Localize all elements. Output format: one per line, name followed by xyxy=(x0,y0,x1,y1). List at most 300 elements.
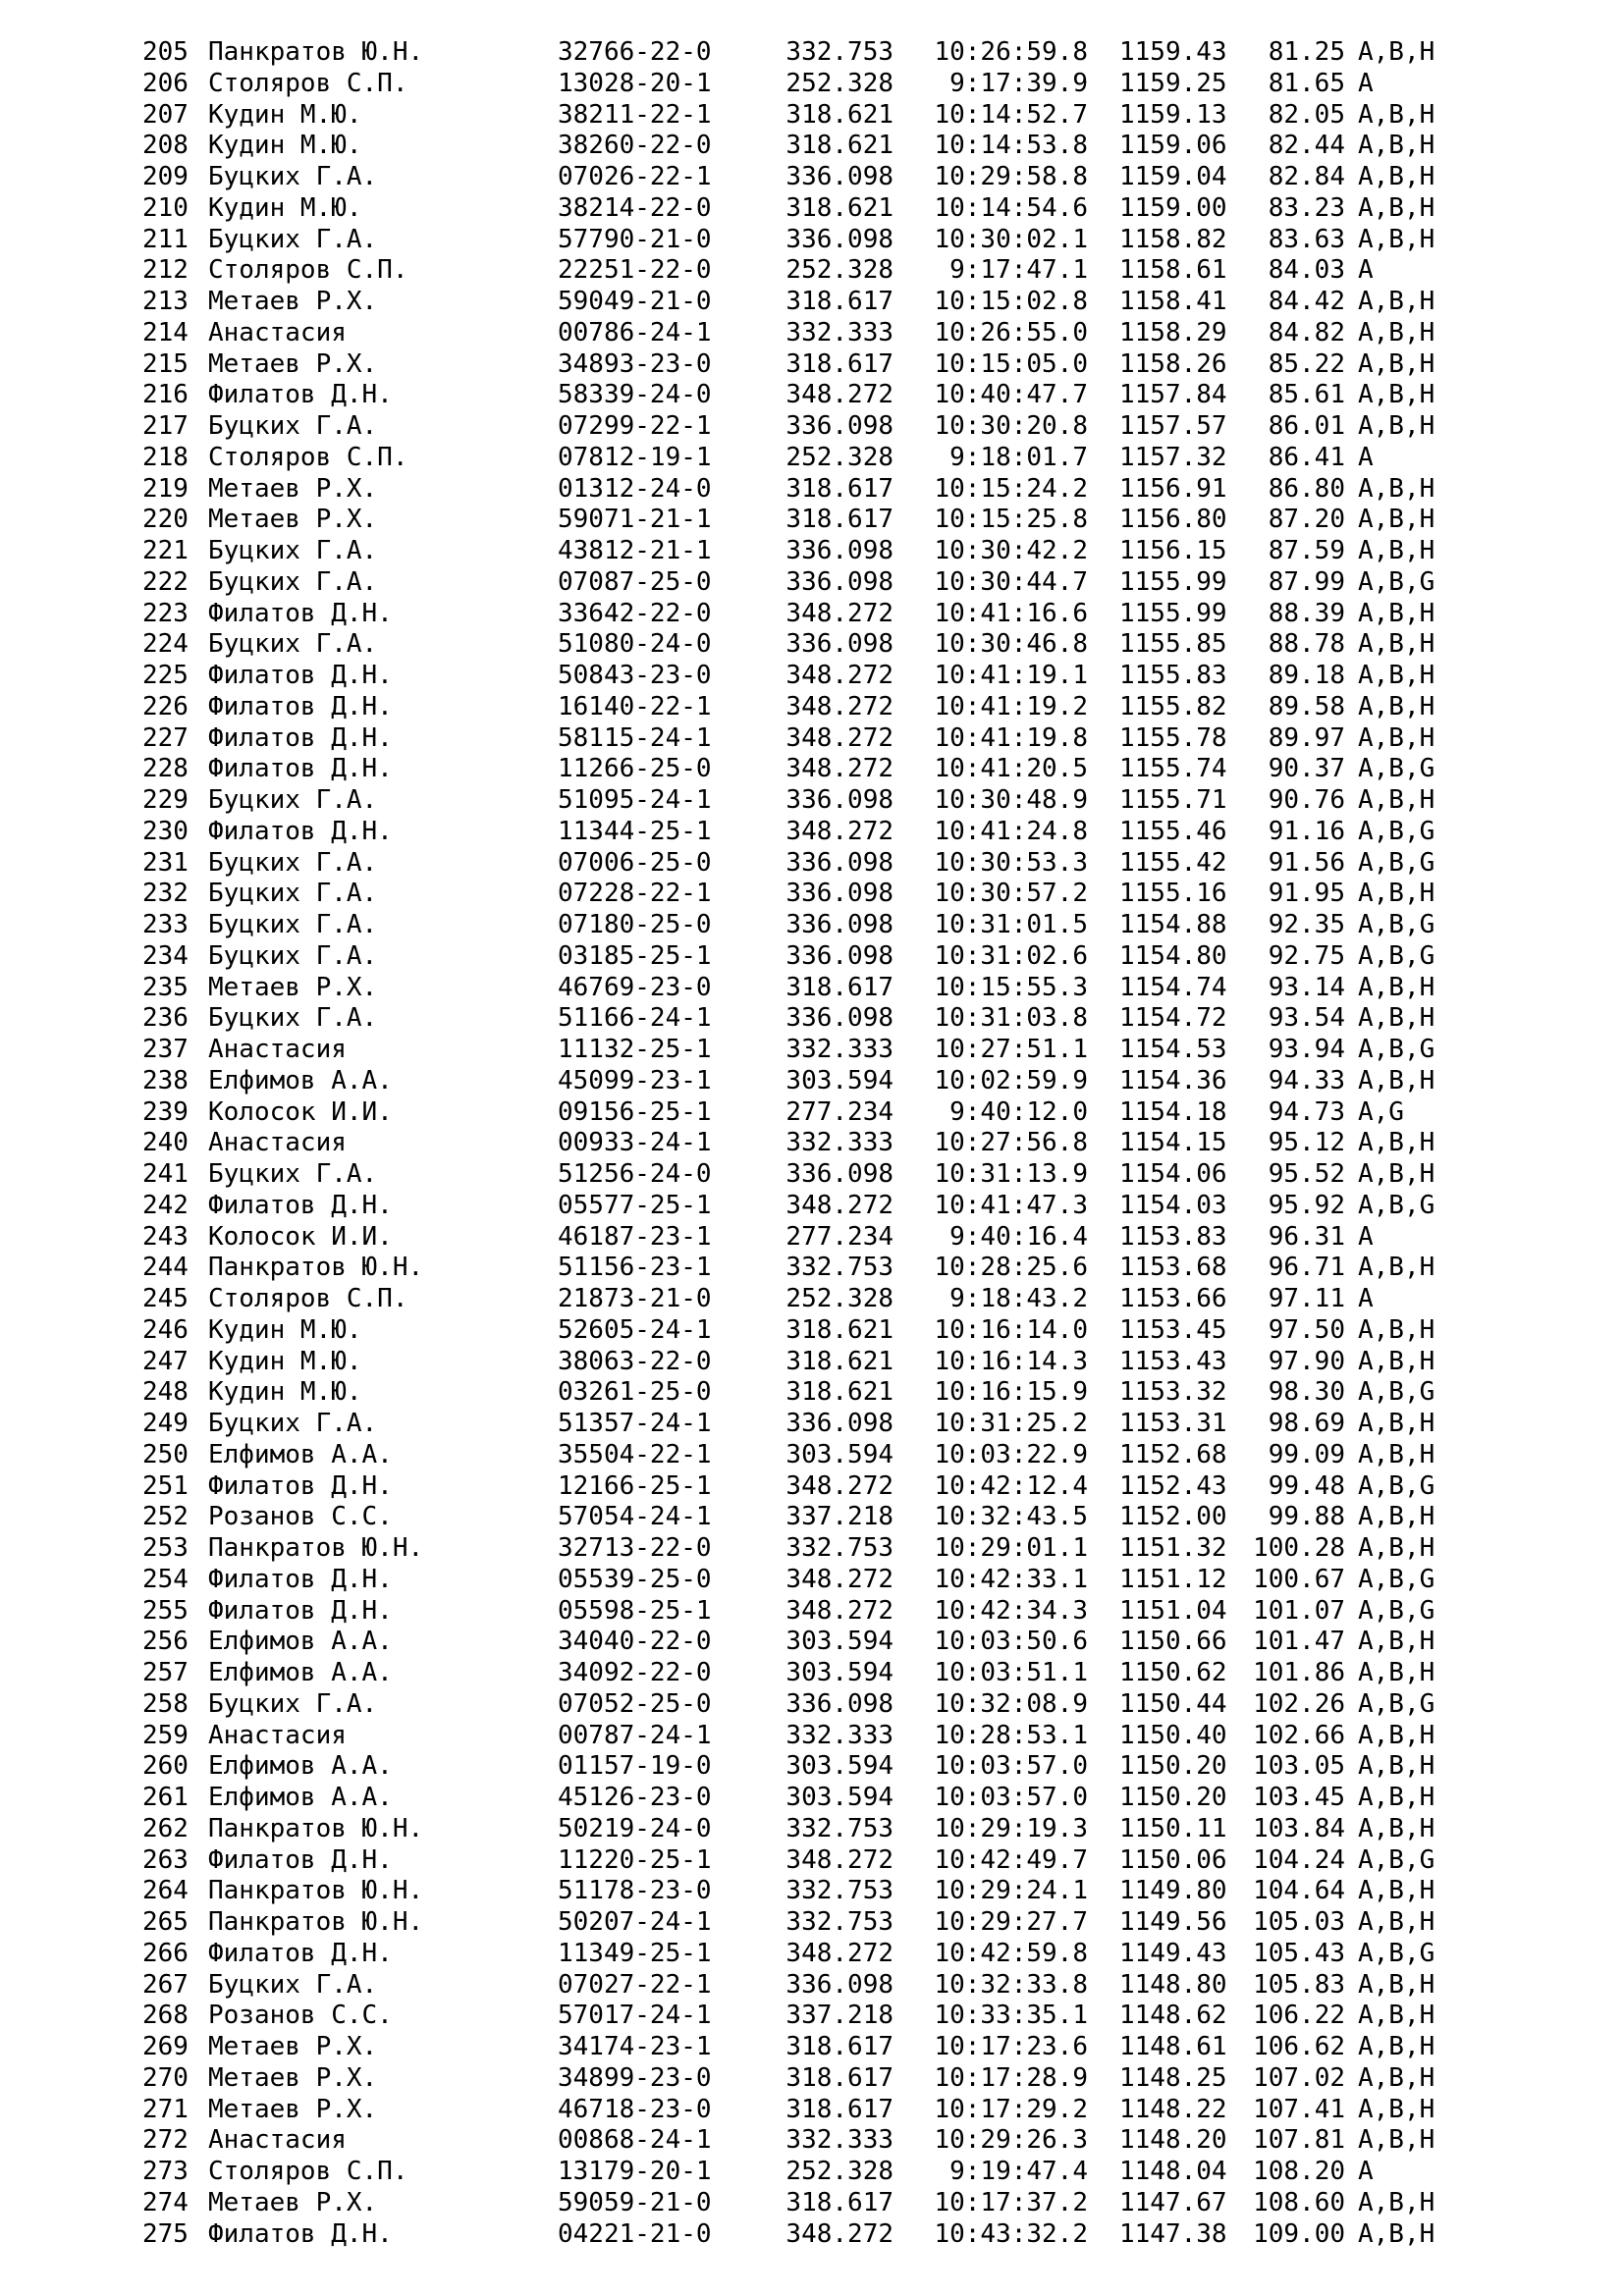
category-flags: A,B,H xyxy=(1358,1409,1435,1438)
ring-number: 38214-22-0 xyxy=(558,192,712,223)
table-row xyxy=(0,972,1624,1003)
speed-value: 1152.43 xyxy=(1119,1470,1227,1501)
distance-value: 336.098 xyxy=(785,1409,893,1438)
coefficient-value: 99.09 xyxy=(1268,1439,1345,1469)
speed-value: 1150.11 xyxy=(1119,1813,1227,1843)
category-flags: A,B,H xyxy=(1358,1907,1435,1937)
owner-name: Буцких Г.А. xyxy=(208,224,378,254)
ring-number: 50219-24-0 xyxy=(558,1813,712,1843)
category-flags: A,B,H xyxy=(1358,411,1435,441)
owner-name: Буцких Г.А. xyxy=(208,785,378,815)
distance-value: 336.098 xyxy=(785,536,893,565)
place-number: 216 xyxy=(142,380,189,410)
coefficient-value: 90.37 xyxy=(1268,754,1345,784)
place-number: 265 xyxy=(142,1907,189,1937)
speed-value: 1152.68 xyxy=(1119,1439,1227,1469)
place-number: 243 xyxy=(142,1221,189,1252)
coefficient-value: 87.59 xyxy=(1268,536,1345,565)
category-flags: A,B,H xyxy=(1358,2218,1435,2249)
owner-name: Филатов Д.Н. xyxy=(208,598,393,628)
ring-number: 34040-22-0 xyxy=(558,1627,712,1657)
ring-number: 07299-22-1 xyxy=(558,411,712,441)
distance-value: 348.272 xyxy=(785,1190,893,1220)
category-flags: A,B,H xyxy=(1358,1658,1435,1687)
owner-name: Метаев Р.Х. xyxy=(208,2062,378,2093)
coefficient-value: 99.48 xyxy=(1268,1470,1345,1501)
table-row xyxy=(0,722,1624,754)
distance-value: 336.098 xyxy=(785,847,893,878)
ring-number: 00787-24-1 xyxy=(558,1720,712,1750)
ring-number: 11220-25-1 xyxy=(558,1844,712,1875)
table-row xyxy=(0,2124,1624,2156)
category-flags: A,B,H xyxy=(1358,2125,1435,2156)
place-number: 230 xyxy=(142,816,189,846)
ring-number: 45126-23-0 xyxy=(558,1783,712,1812)
owner-name: Филатов Д.Н. xyxy=(208,1190,393,1220)
ring-number: 07228-22-1 xyxy=(558,879,712,909)
arrival-time: 10:03:22.9 xyxy=(934,1439,1088,1469)
speed-value: 1148.80 xyxy=(1119,1969,1227,2000)
distance-value: 348.272 xyxy=(785,598,893,628)
ring-number: 04221-21-0 xyxy=(558,2218,712,2249)
table-row xyxy=(0,1969,1624,2001)
ring-number: 38260-22-0 xyxy=(558,131,712,161)
coefficient-value: 106.22 xyxy=(1253,2001,1345,2031)
owner-name: Столяров С.П. xyxy=(208,68,408,98)
speed-value: 1148.62 xyxy=(1119,2001,1227,2031)
owner-name: Столяров С.П. xyxy=(208,1284,408,1313)
ring-number: 50207-24-1 xyxy=(558,1907,712,1937)
coefficient-value: 96.71 xyxy=(1268,1253,1345,1283)
arrival-time: 10:29:58.8 xyxy=(934,162,1088,191)
category-flags: A,B,H xyxy=(1358,224,1435,254)
owner-name: Филатов Д.Н. xyxy=(208,1844,393,1875)
arrival-time: 10:29:26.3 xyxy=(934,2125,1088,2156)
category-flags: A,B,G xyxy=(1358,1035,1435,1064)
owner-name: Метаев Р.Х. xyxy=(208,972,378,1002)
distance-value: 348.272 xyxy=(785,380,893,410)
arrival-time: 10:17:29.2 xyxy=(934,2094,1088,2124)
arrival-time: 10:32:33.8 xyxy=(934,1969,1088,2000)
owner-name: Столяров С.П. xyxy=(208,442,408,472)
distance-value: 318.617 xyxy=(785,505,893,535)
coefficient-value: 83.23 xyxy=(1268,192,1345,223)
table-row xyxy=(0,1906,1624,1938)
arrival-time: 10:26:55.0 xyxy=(934,317,1088,347)
place-number: 208 xyxy=(142,131,189,161)
arrival-time: 10:17:23.6 xyxy=(934,2032,1088,2061)
table-row xyxy=(0,691,1624,722)
coefficient-value: 103.05 xyxy=(1253,1751,1345,1782)
ring-number: 32766-22-0 xyxy=(558,37,712,67)
speed-value: 1155.42 xyxy=(1119,847,1227,878)
arrival-time: 9:18:43.2 xyxy=(949,1284,1088,1313)
category-flags: A,B,H xyxy=(1358,1253,1435,1283)
owner-name: Филатов Д.Н. xyxy=(208,661,393,690)
owner-name: Кудин М.Ю. xyxy=(208,1377,362,1408)
distance-value: 348.272 xyxy=(785,691,893,721)
speed-value: 1157.84 xyxy=(1119,380,1227,410)
table-row xyxy=(0,1096,1624,1128)
coefficient-value: 83.63 xyxy=(1268,224,1345,254)
ring-number: 52605-24-1 xyxy=(558,1314,712,1345)
ring-number: 34174-23-1 xyxy=(558,2032,712,2061)
category-flags: A,B,H xyxy=(1358,1969,1435,2000)
place-number: 272 xyxy=(142,2125,189,2156)
ring-number: 59071-21-1 xyxy=(558,505,712,535)
table-row xyxy=(0,1439,1624,1470)
distance-value: 348.272 xyxy=(785,1595,893,1626)
ring-number: 22251-22-0 xyxy=(558,255,712,286)
ring-number: 07026-22-1 xyxy=(558,162,712,191)
distance-value: 303.594 xyxy=(785,1658,893,1687)
place-number: 260 xyxy=(142,1751,189,1782)
table-row xyxy=(0,598,1624,629)
speed-value: 1154.88 xyxy=(1119,910,1227,939)
category-flags: A,B,H xyxy=(1358,1720,1435,1750)
coefficient-value: 105.83 xyxy=(1253,1969,1345,2000)
table-row xyxy=(0,1190,1624,1221)
category-flags: A,B,H xyxy=(1358,691,1435,721)
place-number: 261 xyxy=(142,1783,189,1812)
owner-name: Филатов Д.Н. xyxy=(208,722,393,753)
distance-value: 348.272 xyxy=(785,2218,893,2249)
category-flags: A,B,H xyxy=(1358,473,1435,504)
owner-name: Кудин М.Ю. xyxy=(208,1346,362,1376)
speed-value: 1154.36 xyxy=(1119,1065,1227,1095)
distance-value: 252.328 xyxy=(785,1284,893,1313)
category-flags: A,B,H xyxy=(1358,192,1435,223)
place-number: 241 xyxy=(142,1159,189,1189)
arrival-time: 10:31:02.6 xyxy=(934,940,1088,971)
owner-name: Филатов Д.Н. xyxy=(208,691,393,721)
place-number: 266 xyxy=(142,1938,189,1968)
arrival-time: 10:40:47.7 xyxy=(934,380,1088,410)
category-flags: A,B,H xyxy=(1358,380,1435,410)
place-number: 226 xyxy=(142,691,189,721)
distance-value: 318.621 xyxy=(785,1346,893,1376)
owner-name: Буцких Г.А. xyxy=(208,910,378,939)
coefficient-value: 84.42 xyxy=(1268,287,1345,316)
owner-name: Буцких Г.А. xyxy=(208,847,378,878)
place-number: 275 xyxy=(142,2218,189,2249)
category-flags: A,B,H xyxy=(1358,1003,1435,1034)
arrival-time: 10:30:48.9 xyxy=(934,785,1088,815)
speed-value: 1159.00 xyxy=(1119,192,1227,223)
ring-number: 50843-23-0 xyxy=(558,661,712,690)
ring-number: 32713-22-0 xyxy=(558,1533,712,1563)
owner-name: Буцких Г.А. xyxy=(208,1688,378,1719)
owner-name: Филатов Д.Н. xyxy=(208,1470,393,1501)
table-row xyxy=(0,1158,1624,1190)
category-flags: A,B,H xyxy=(1358,785,1435,815)
place-number: 250 xyxy=(142,1439,189,1469)
category-flags: A,B,H xyxy=(1358,1627,1435,1657)
coefficient-value: 82.05 xyxy=(1268,99,1345,130)
category-flags: A,B,H xyxy=(1358,598,1435,628)
coefficient-value: 106.62 xyxy=(1253,2032,1345,2061)
arrival-time: 10:16:14.0 xyxy=(934,1314,1088,1345)
speed-value: 1148.04 xyxy=(1119,2157,1227,2186)
owner-name: Анастасия xyxy=(208,317,347,347)
ring-number: 16140-22-1 xyxy=(558,691,712,721)
arrival-time: 10:41:16.6 xyxy=(934,598,1088,628)
distance-value: 348.272 xyxy=(785,1470,893,1501)
coefficient-value: 108.20 xyxy=(1253,2157,1345,2186)
category-flags: A,B,H xyxy=(1358,1439,1435,1469)
owner-name: Метаев Р.Х. xyxy=(208,2094,378,2124)
distance-value: 318.617 xyxy=(785,2187,893,2217)
category-flags: A,B,G xyxy=(1358,1564,1435,1594)
ring-number: 00786-24-1 xyxy=(558,317,712,347)
table-row xyxy=(0,1221,1624,1253)
place-number: 234 xyxy=(142,940,189,971)
arrival-time: 10:29:24.1 xyxy=(934,1876,1088,1906)
owner-name: Панкратов Ю.Н. xyxy=(208,1907,424,1937)
distance-value: 303.594 xyxy=(785,1783,893,1812)
owner-name: Анастасия xyxy=(208,2125,347,2156)
arrival-time: 10:32:43.5 xyxy=(934,1502,1088,1532)
coefficient-value: 95.12 xyxy=(1268,1128,1345,1158)
place-number: 269 xyxy=(142,2032,189,2061)
category-flags: A,B,H xyxy=(1358,722,1435,753)
ring-number: 13179-20-1 xyxy=(558,2157,712,2186)
ring-number: 38211-22-1 xyxy=(558,99,712,130)
category-flags: A,B,G xyxy=(1358,940,1435,971)
table-row xyxy=(0,784,1624,816)
table-row xyxy=(0,1844,1624,1876)
place-number: 235 xyxy=(142,972,189,1002)
category-flags: A,B,H xyxy=(1358,1159,1435,1189)
arrival-time: 10:30:53.3 xyxy=(934,847,1088,878)
category-flags: A,B,G xyxy=(1358,1688,1435,1719)
speed-value: 1155.99 xyxy=(1119,566,1227,597)
ring-number: 03261-25-0 xyxy=(558,1377,712,1408)
place-number: 248 xyxy=(142,1377,189,1408)
category-flags: A,B,H xyxy=(1358,1813,1435,1843)
distance-value: 332.333 xyxy=(785,317,893,347)
arrival-time: 10:30:44.7 xyxy=(934,566,1088,597)
owner-name: Буцких Г.А. xyxy=(208,162,378,191)
coefficient-value: 92.75 xyxy=(1268,940,1345,971)
speed-value: 1153.45 xyxy=(1119,1314,1227,1345)
ring-number: 58339-24-0 xyxy=(558,380,712,410)
arrival-time: 10:17:28.9 xyxy=(934,2062,1088,2093)
coefficient-value: 98.69 xyxy=(1268,1409,1345,1438)
arrival-time: 10:41:20.5 xyxy=(934,754,1088,784)
place-number: 210 xyxy=(142,192,189,223)
place-number: 224 xyxy=(142,629,189,660)
arrival-time: 10:30:02.1 xyxy=(934,224,1088,254)
table-row xyxy=(0,442,1624,473)
arrival-time: 10:03:51.1 xyxy=(934,1658,1088,1687)
category-flags: A,B,H xyxy=(1358,2001,1435,2031)
arrival-time: 10:43:32.2 xyxy=(934,2218,1088,2249)
ring-number: 51156-23-1 xyxy=(558,1253,712,1283)
distance-value: 332.753 xyxy=(785,1533,893,1563)
owner-name: Анастасия xyxy=(208,1128,347,1158)
ring-number: 46187-23-1 xyxy=(558,1221,712,1252)
distance-value: 318.617 xyxy=(785,2094,893,2124)
category-flags: A,B,H xyxy=(1358,1065,1435,1095)
owner-name: Кудин М.Ю. xyxy=(208,99,362,130)
coefficient-value: 84.03 xyxy=(1268,255,1345,286)
ring-number: 13028-20-1 xyxy=(558,68,712,98)
arrival-time: 10:27:56.8 xyxy=(934,1128,1088,1158)
place-number: 249 xyxy=(142,1409,189,1438)
speed-value: 1148.25 xyxy=(1119,2062,1227,2093)
speed-value: 1154.18 xyxy=(1119,1096,1227,1127)
speed-value: 1154.80 xyxy=(1119,940,1227,971)
coefficient-value: 93.94 xyxy=(1268,1035,1345,1064)
place-number: 239 xyxy=(142,1096,189,1127)
ring-number: 01312-24-0 xyxy=(558,473,712,504)
ring-number: 00933-24-1 xyxy=(558,1128,712,1158)
distance-value: 318.617 xyxy=(785,2062,893,2093)
table-row xyxy=(0,1470,1624,1502)
distance-value: 277.234 xyxy=(785,1221,893,1252)
speed-value: 1151.04 xyxy=(1119,1595,1227,1626)
speed-value: 1150.20 xyxy=(1119,1751,1227,1782)
owner-name: Столяров С.П. xyxy=(208,2157,408,2186)
place-number: 268 xyxy=(142,2001,189,2031)
category-flags: A,B,G xyxy=(1358,816,1435,846)
table-row xyxy=(0,410,1624,442)
coefficient-value: 103.84 xyxy=(1253,1813,1345,1843)
owner-name: Елфимов А.А. xyxy=(208,1627,393,1657)
category-flags: A xyxy=(1358,255,1374,286)
category-flags: A,B,G xyxy=(1358,1190,1435,1220)
table-row xyxy=(0,473,1624,505)
owner-name: Панкратов Ю.Н. xyxy=(208,1253,424,1283)
arrival-time: 10:02:59.9 xyxy=(934,1065,1088,1095)
arrival-time: 10:30:46.8 xyxy=(934,629,1088,660)
table-row xyxy=(0,1408,1624,1439)
coefficient-value: 100.67 xyxy=(1253,1564,1345,1594)
arrival-time: 10:31:01.5 xyxy=(934,910,1088,939)
place-number: 228 xyxy=(142,754,189,784)
category-flags: A,B,G xyxy=(1358,1844,1435,1875)
table-row xyxy=(0,317,1624,348)
arrival-time: 10:32:08.9 xyxy=(934,1688,1088,1719)
owner-name: Метаев Р.Х. xyxy=(208,348,378,379)
owner-name: Филатов Д.Н. xyxy=(208,816,393,846)
place-number: 207 xyxy=(142,99,189,130)
speed-value: 1154.15 xyxy=(1119,1128,1227,1158)
owner-name: Метаев Р.Х. xyxy=(208,2187,378,2217)
ring-number: 45099-23-1 xyxy=(558,1065,712,1095)
category-flags: A,B,H xyxy=(1358,1533,1435,1563)
coefficient-value: 95.92 xyxy=(1268,1190,1345,1220)
category-flags: A xyxy=(1358,1221,1374,1252)
coefficient-value: 88.39 xyxy=(1268,598,1345,628)
ring-number: 11344-25-1 xyxy=(558,816,712,846)
distance-value: 336.098 xyxy=(785,1969,893,2000)
owner-name: Буцких Г.А. xyxy=(208,879,378,909)
ring-number: 59059-21-0 xyxy=(558,2187,712,2217)
ring-number: 38063-22-0 xyxy=(558,1346,712,1376)
arrival-time: 9:40:12.0 xyxy=(949,1096,1088,1127)
coefficient-value: 91.95 xyxy=(1268,879,1345,909)
place-number: 220 xyxy=(142,505,189,535)
owner-name: Буцких Г.А. xyxy=(208,1003,378,1034)
arrival-time: 10:15:55.3 xyxy=(934,972,1088,1002)
table-row xyxy=(0,1657,1624,1688)
ring-number: 51256-24-0 xyxy=(558,1159,712,1189)
table-row xyxy=(0,816,1624,847)
coefficient-value: 85.61 xyxy=(1268,380,1345,410)
table-row xyxy=(0,940,1624,972)
distance-value: 332.753 xyxy=(785,37,893,67)
table-row xyxy=(0,1688,1624,1720)
table-row xyxy=(0,566,1624,598)
arrival-time: 10:15:02.8 xyxy=(934,287,1088,316)
distance-value: 318.617 xyxy=(785,348,893,379)
category-flags: A,B,H xyxy=(1358,536,1435,565)
place-number: 215 xyxy=(142,348,189,379)
distance-value: 336.098 xyxy=(785,162,893,191)
table-row xyxy=(0,2187,1624,2218)
distance-value: 332.333 xyxy=(785,1128,893,1158)
coefficient-value: 87.99 xyxy=(1268,566,1345,597)
coefficient-value: 91.56 xyxy=(1268,847,1345,878)
speed-value: 1150.06 xyxy=(1119,1844,1227,1875)
table-row xyxy=(0,2218,1624,2250)
table-row xyxy=(0,130,1624,161)
speed-value: 1157.57 xyxy=(1119,411,1227,441)
arrival-time: 10:31:03.8 xyxy=(934,1003,1088,1034)
category-flags: A,B,G xyxy=(1358,1377,1435,1408)
coefficient-value: 84.82 xyxy=(1268,317,1345,347)
arrival-time: 10:28:53.1 xyxy=(934,1720,1088,1750)
category-flags: A,B,H xyxy=(1358,1314,1435,1345)
owner-name: Филатов Д.Н. xyxy=(208,1938,393,1968)
coefficient-value: 86.80 xyxy=(1268,473,1345,504)
place-number: 259 xyxy=(142,1720,189,1750)
speed-value: 1156.15 xyxy=(1119,536,1227,565)
place-number: 211 xyxy=(142,224,189,254)
speed-value: 1157.32 xyxy=(1119,442,1227,472)
owner-name: Буцких Г.А. xyxy=(208,566,378,597)
distance-value: 336.098 xyxy=(785,1688,893,1719)
arrival-time: 10:14:54.6 xyxy=(934,192,1088,223)
owner-name: Буцких Г.А. xyxy=(208,1159,378,1189)
owner-name: Буцких Г.А. xyxy=(208,629,378,660)
table-row xyxy=(0,1127,1624,1158)
arrival-time: 10:30:20.8 xyxy=(934,411,1088,441)
category-flags: A,B,H xyxy=(1358,661,1435,690)
speed-value: 1158.41 xyxy=(1119,287,1227,316)
ring-number: 35504-22-1 xyxy=(558,1439,712,1469)
table-row xyxy=(0,254,1624,286)
coefficient-value: 94.33 xyxy=(1268,1065,1345,1095)
place-number: 209 xyxy=(142,162,189,191)
coefficient-value: 98.30 xyxy=(1268,1377,1345,1408)
distance-value: 318.621 xyxy=(785,1314,893,1345)
speed-value: 1150.44 xyxy=(1119,1688,1227,1719)
distance-value: 337.218 xyxy=(785,1502,893,1532)
ring-number: 57017-24-1 xyxy=(558,2001,712,2031)
arrival-time: 10:03:57.0 xyxy=(934,1783,1088,1812)
owner-name: Буцких Г.А. xyxy=(208,940,378,971)
category-flags: A,B,H xyxy=(1358,1751,1435,1782)
owner-name: Филатов Д.Н. xyxy=(208,754,393,784)
category-flags: A,B,H xyxy=(1358,1876,1435,1906)
place-number: 256 xyxy=(142,1627,189,1657)
arrival-time: 10:31:25.2 xyxy=(934,1409,1088,1438)
distance-value: 336.098 xyxy=(785,411,893,441)
ring-number: 05598-25-1 xyxy=(558,1595,712,1626)
